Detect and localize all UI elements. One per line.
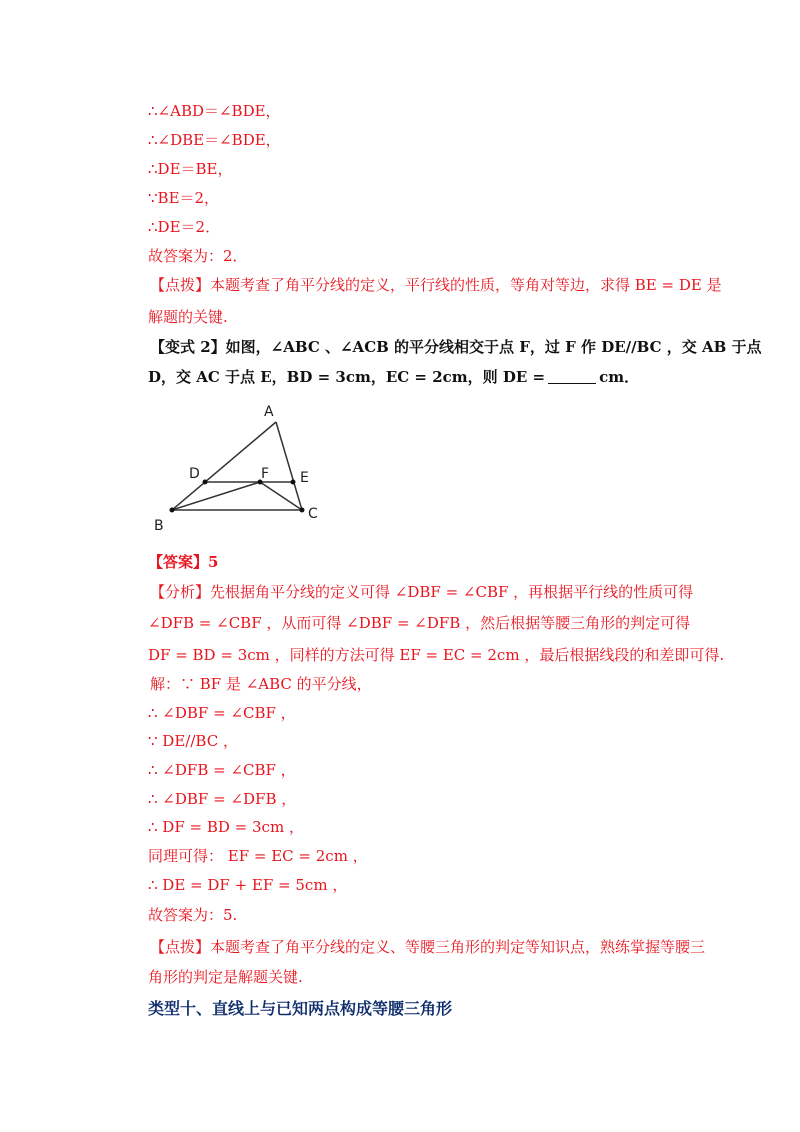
label-B: B [154,518,164,534]
solution-line-6: ∴ DF = BD = 3cm ， [148,818,304,836]
problem-line-2-unit: cm． [599,368,640,386]
label-A: A [264,404,274,420]
label-D: D [189,466,200,482]
solution-line-5: ∴ ∠DBF = ∠DFB ， [148,790,297,808]
problem-line-1: 【变式 2】如图，∠ABC 、∠ACB 的平分线相交于点 F，过 F 作 DE//BC ，交 AB 于点 [150,338,762,356]
label-F: F [261,466,270,482]
label-C: C [308,506,318,522]
final-answer: 故答案为：5. [148,906,238,924]
solution-line-7: 同理可得： EF = EC = 2cm ， [148,847,368,865]
tip2-line-1: 【点拨】本题考查了角平分线的定义、等腰三角形的判定等知识点，熟练掌握等腰三 [150,938,706,956]
answer-blank [548,369,596,384]
derivation-line-5: ∴DE＝2． [148,218,221,236]
triangle-figure [145,400,345,535]
point-E [291,480,296,485]
problem-line-2 [148,367,639,387]
derivation-line-2: ∴∠DBE＝∠BDE， [148,131,281,149]
tip-line-2: 解题的关键. [148,308,228,326]
answer-label: 【答案】5 [148,553,219,571]
analysis-line-3: DF = BD = 3cm ，同样的方法可得 EF = EC = 2cm ，最后根据线段的和差即可得. [148,646,725,664]
derivation-line-1: ∴∠ABD＝∠BDE， [148,102,281,120]
point-B [170,508,175,513]
problem-line-2-text: D，交 AC 于点 E，BD = 3cm，EC = 2cm，则 DE = [148,368,546,386]
tip2-line-2: 角形的判定是解题关键. [148,968,303,986]
point-C [300,508,305,513]
analysis-line-1: 【分析】先根据角平分线的定义可得 ∠DBF = ∠CBF ，再根据平行线的性质可得 [150,583,694,601]
derivation-line-3: ∴DE＝BE， [148,160,233,178]
section-heading: 类型十、直线上与已知两点构成等腰三角形 [148,999,453,1018]
tip-line-1: 【点拨】本题考查了角平分线的定义，平行线的性质，等角对等边，求得 BE = DE 是 [150,276,722,294]
point-D [203,480,208,485]
solution-line-3: ∵ DE//BC ， [148,732,238,750]
derivation-line-4: ∵BE＝2， [148,189,220,207]
solution-line-4: ∴ ∠DFB = ∠CBF ， [148,761,296,779]
solution-line-1: 解：∵ BF 是 ∠ABC 的平分线， [150,675,372,693]
solution-line-8: ∴ DE = DF + EF = 5cm ， [148,876,348,894]
label-E: E [300,470,309,486]
analysis-line-2: ∠DFB = ∠CBF ，从而可得 ∠DBF = ∠DFB ，然后根据等腰三角形的判定可得 [148,614,691,632]
solution-line-2: ∴ ∠DBF = ∠CBF ， [148,704,296,722]
answer-line: 故答案为：2． [148,247,248,265]
